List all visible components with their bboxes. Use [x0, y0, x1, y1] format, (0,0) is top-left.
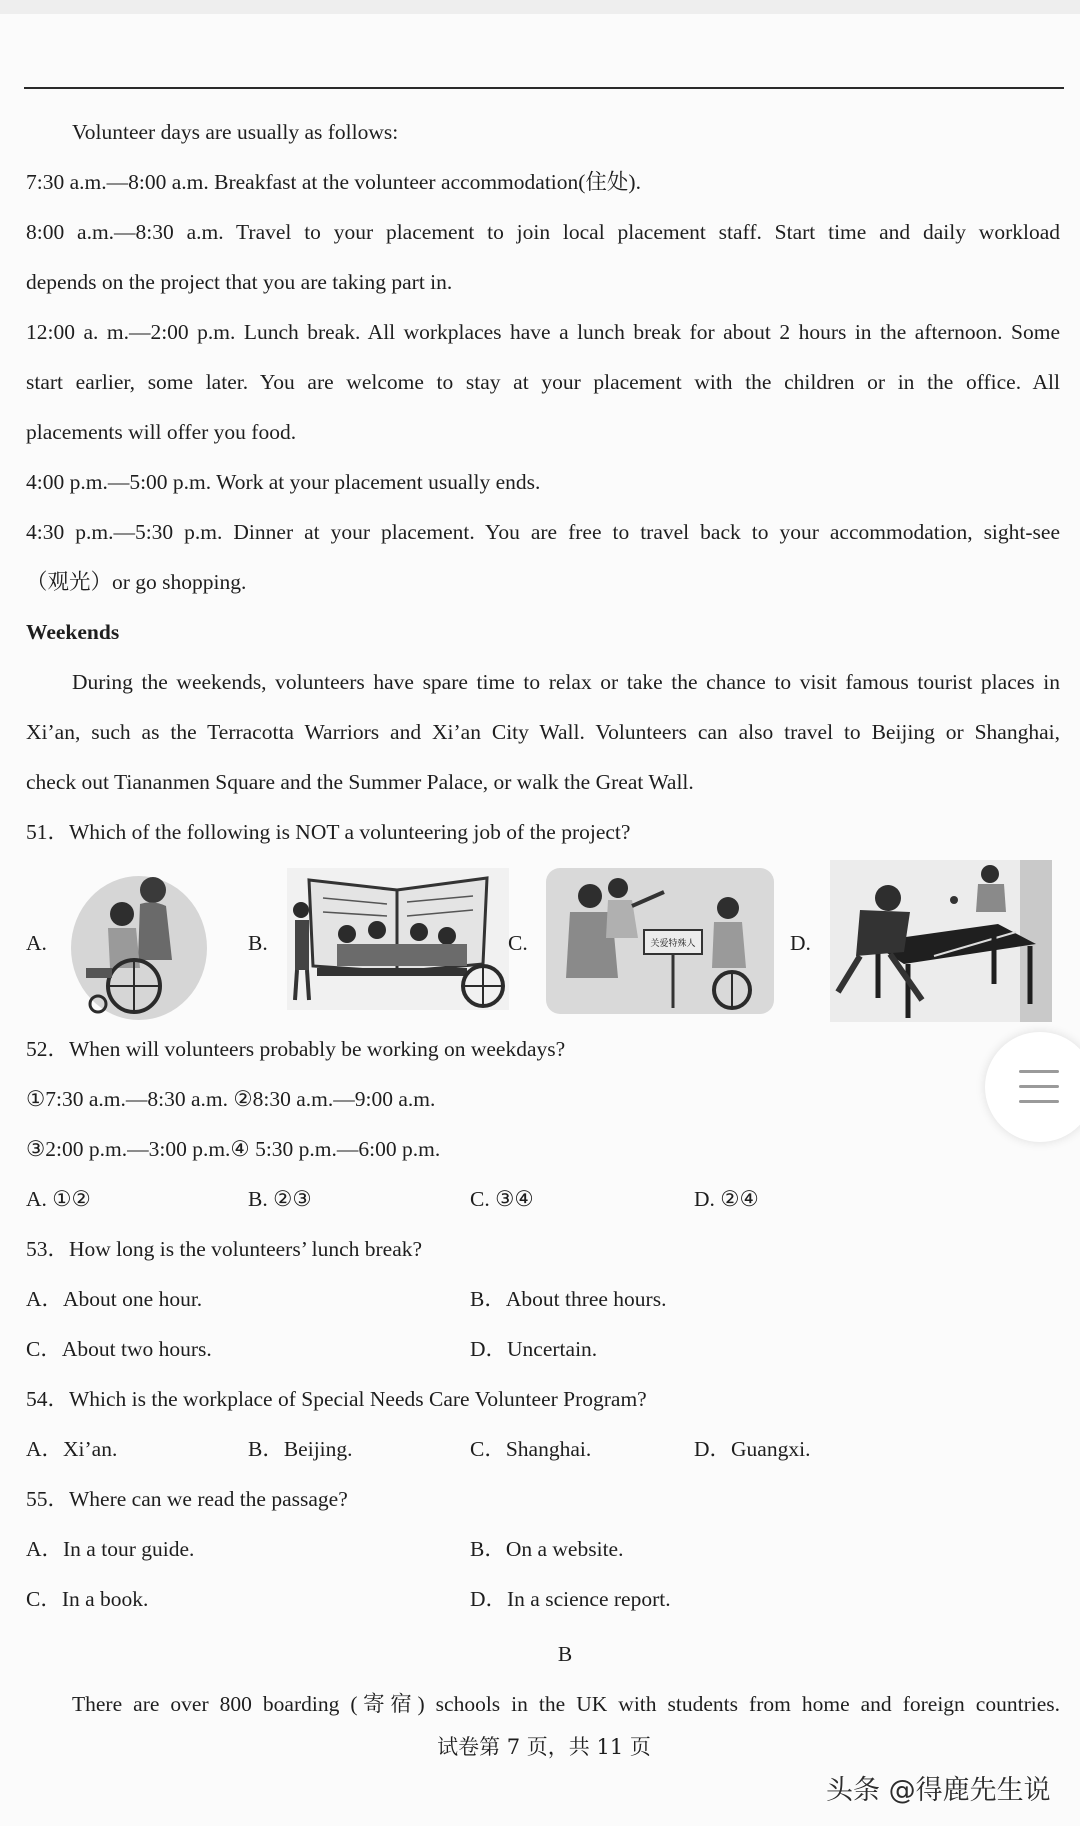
q54-option-d: D．Guangxi.: [694, 1437, 811, 1461]
schedule-line: 8:00 a.m.—8:30 a.m. Travel to your placement to join local placement staff. Start time and daily workload: [26, 220, 1060, 244]
passage-b-line: There are over 800 boarding (寄宿) schools in the UK with students from home and foreign countries.: [72, 1692, 1060, 1716]
q52-option-c: C. ③④: [470, 1187, 534, 1211]
q52-option-d: D. ②④: [694, 1187, 759, 1211]
q55-option-d: D．In a science report.: [470, 1587, 671, 1611]
reading-books-illustration: [287, 868, 509, 1010]
q53-option-c: C．About two hours.: [26, 1337, 212, 1361]
header-rule: [24, 87, 1064, 89]
page-footer: 试卷第 7 页，共 11 页: [437, 1735, 651, 1759]
top-status-strip: [0, 0, 1080, 14]
q55-option-b: B．On a website.: [470, 1537, 624, 1561]
table-tennis-illustration: [830, 860, 1052, 1022]
q55-option-a: A．In a tour guide.: [26, 1537, 195, 1561]
q54-option-a: A．Xi’an.: [26, 1437, 118, 1461]
question-55: 55．Where can we read the passage?: [26, 1487, 348, 1511]
question-51: 51．Which of the following is NOT a volunteering job of the project?: [26, 820, 631, 844]
q51-option-a-label: A.: [26, 931, 47, 955]
q53-option-b: B．About three hours.: [470, 1287, 667, 1311]
q52-time-line: ③2:00 p.m.—3:00 p.m.④ 5:30 p.m.—6:00 p.m.: [26, 1137, 441, 1161]
q51-option-c-label: C.: [508, 931, 528, 955]
weekends-line: During the weekends, volunteers have spare time to relax or take the chance to visit famous tourist places in: [72, 670, 1060, 694]
q53-option-a: A．About one hour.: [26, 1287, 203, 1311]
schedule-line: 7:30 a.m.—8:00 a.m. Breakfast at the volunteer accommodation(住处).: [26, 170, 641, 194]
schedule-line: 4:00 p.m.—5:00 p.m. Work at your placement usually ends.: [26, 470, 541, 494]
care-sign-text: 关爱特殊人: [650, 939, 696, 949]
watermark: 头条 @得鹿先生说: [826, 1775, 1051, 1806]
question-54: 54．Which is the workplace of Special Needs Care Volunteer Program?: [26, 1387, 647, 1411]
q52-option-a: A. ①②: [26, 1187, 91, 1211]
schedule-line: （观光）or go shopping.: [26, 570, 247, 594]
q51-option-b-label: B.: [248, 931, 268, 955]
schedule-line: 4:30 p.m.—5:30 p.m. Dinner at your placement. You are free to travel back to your accommodation, sight-see: [26, 520, 1060, 544]
weekends-line: Xi’an, such as the Terracotta Warriors and Xi’an City Wall. Volunteers can also travel to Beijing or Shanghai,: [26, 720, 1060, 744]
schedule-line: placements will offer you food.: [26, 420, 297, 444]
special-needs-care-illustration: [546, 868, 774, 1014]
q51-option-d-label: D.: [790, 931, 811, 955]
wheelchair-helper-illustration: [68, 868, 210, 1020]
q53-option-d: D．Uncertain.: [470, 1337, 598, 1361]
q52-time-line: ①7:30 a.m.—8:30 a.m. ②8:30 a.m.—9:00 a.m.: [26, 1087, 436, 1111]
q55-option-c: C．In a book.: [26, 1587, 149, 1611]
intro-text: Volunteer days are usually as follows:: [72, 120, 399, 144]
weekends-line: check out Tiananmen Square and the Summer Palace, or walk the Great Wall.: [26, 770, 694, 794]
schedule-line: start earlier, some later. You are welcome to stay at your placement with the children or in the office. All: [26, 370, 1060, 394]
question-53: 53．How long is the volunteers’ lunch break?: [26, 1237, 423, 1261]
q54-option-c: C．Shanghai.: [470, 1437, 592, 1461]
q52-option-b: B. ②③: [248, 1187, 312, 1211]
question-52: 52．When will volunteers probably be working on weekdays?: [26, 1037, 566, 1061]
schedule-line: depends on the project that you are taking part in.: [26, 270, 453, 294]
q54-option-b: B．Beijing.: [248, 1437, 353, 1461]
schedule-line: 12:00 a. m.—2:00 p.m. Lunch break. All workplaces have a lunch break for about 2 hours in the afternoon. Some: [26, 320, 1060, 344]
floating-menu-button[interactable]: [985, 1032, 1080, 1142]
section-b-heading: B: [557, 1642, 573, 1666]
weekends-heading: Weekends: [26, 620, 120, 644]
